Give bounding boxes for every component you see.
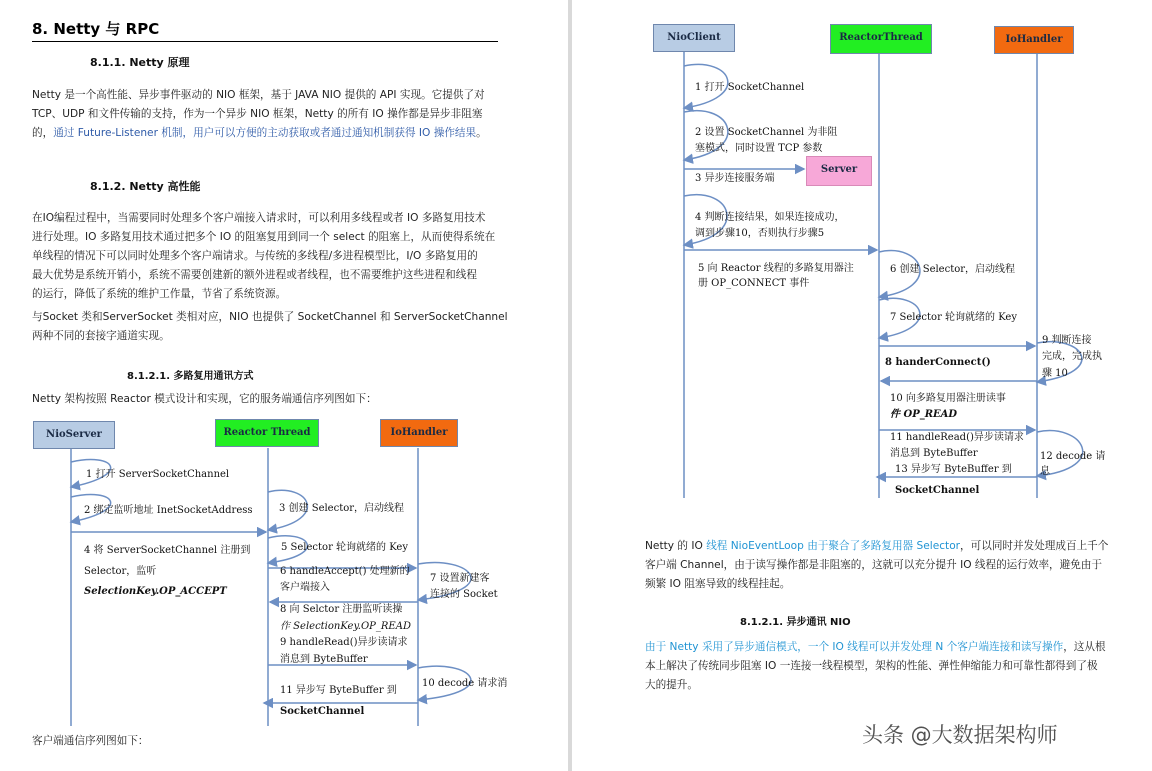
client-step-12b: 息 bbox=[1040, 466, 1050, 477]
para-2-line-4: 最大优势是系统开销小，系统不需要创建新的额外进程或者线程，也不需要维护这些进程和线程 bbox=[32, 269, 477, 281]
para-5-line-1 bbox=[645, 537, 1108, 556]
para-1-text: 的， bbox=[32, 127, 54, 139]
server-box: Server bbox=[806, 156, 872, 186]
server-step-7a: 7 设置新建客 bbox=[430, 573, 490, 584]
para-5-cont: ，可以同时并发处理成百上千个 bbox=[960, 540, 1109, 552]
server-step-2: 2 绑定监听地址 InetSocketAddress bbox=[84, 505, 253, 516]
client-step-5a: 5 向 Reactor 线程的多路复用器注 bbox=[698, 263, 854, 274]
server-step-9b: 消息到 ByteBuffer bbox=[280, 654, 368, 665]
para-3-line-2: 两种不同的套接字通道实现。 bbox=[32, 330, 170, 342]
client-step-6: 6 创建 Selector，启动线程 bbox=[890, 264, 1016, 275]
para-3-line-1: 与Socket 类和ServerSocket 类相对应，NIO 也提供了 SocketChannel 和 ServerSocketChannel bbox=[32, 311, 508, 323]
para-1-highlight: 通过 Future-Listener 机制，用户可以方便的主动获取或者通过通知机制获得 IO 操作结果 bbox=[53, 127, 477, 139]
server-step-1: 1 打开 ServerSocketChannel bbox=[86, 469, 230, 480]
nioserver-box: NioServer bbox=[33, 421, 115, 449]
para-1-line-1: Netty 是一个高性能、异步事件驱动的 NIO 框架，基于 JAVA NIO 提供的 API 实现。它提供了对 bbox=[32, 89, 485, 101]
client-step-10a: 10 向多路复用器注册读事 bbox=[890, 393, 1006, 404]
server-step-8a: 8 向 Selctor 注册监听读操 bbox=[280, 604, 403, 615]
section-8-1-2-1-async: 8.1.2.1. 异步通讯 NIO bbox=[740, 617, 851, 628]
para-6-line-1 bbox=[645, 638, 1106, 657]
reactor-thread-box: Reactor Thread bbox=[215, 419, 319, 447]
para-2-line-3: 单线程的情况下可以同时处理多个客户端请求。与传统的多线程/多进程模型比，I/O 多路复用的 bbox=[32, 250, 478, 262]
para-6-line-2: 本上解决了传统同步阻塞 IO 一连接一线程模型，架构的性能、弹性伸缩能力和可靠性都得到了极 bbox=[645, 660, 1098, 672]
client-step-9c: 骤 10 bbox=[1042, 368, 1068, 379]
client-step-8: 8 handerConnect() bbox=[885, 357, 991, 368]
client-step-7: 7 Selector 轮询就绪的 Key bbox=[890, 312, 1017, 323]
client-step-10b: 件 OP_READ bbox=[890, 409, 958, 420]
right-page bbox=[572, 0, 1152, 771]
client-step-9a: 9 判断连接 bbox=[1042, 335, 1092, 346]
client-step-11a: 11 handleRead()异步读请求 bbox=[890, 432, 1024, 443]
nioclient-box: NioClient bbox=[653, 24, 735, 52]
client-step-13: 13 异步写 ByteBuffer 到 bbox=[895, 464, 1012, 475]
para-1-end: 。 bbox=[476, 127, 487, 139]
server-step-4a: 4 将 ServerSocketChannel 注册到 bbox=[84, 545, 251, 556]
para-5-line-3: 频繁 IO 阻塞导致的线程挂起。 bbox=[645, 578, 791, 590]
client-iohandler-box: IoHandler bbox=[994, 26, 1074, 54]
para-5-line-2: 客户端 Channel，由于读写操作都是非阻塞的，这就可以充分提升 IO 线程的运行效率，避免由于 bbox=[645, 559, 1103, 571]
section-8-1-1: 8.1.1. Netty 原理 bbox=[90, 56, 190, 69]
server-step-7b: 连接的 Socket bbox=[430, 589, 498, 600]
para-6-highlight: 由于 Netty 采用了异步通信模式，一个 IO 线程可以并发处理 N 个客户端连接和读写操作 bbox=[645, 641, 1064, 653]
client-step-2a: 2 设置 SocketChannel 为非阻 bbox=[695, 127, 838, 138]
client-step-12a: 12 decode 请 bbox=[1040, 451, 1106, 462]
para-2-line-1: 在IO编程过程中，当需要同时处理多个客户端接入请求时，可以利用多线程或者 IO 多路复用技术 bbox=[32, 212, 486, 224]
client-reactor-thread-box: ReactorThread bbox=[830, 24, 932, 54]
para-6-cont: ，这从根 bbox=[1063, 641, 1106, 653]
server-step-11: 11 异步写 ByteBuffer 到 bbox=[280, 685, 397, 696]
server-step-4b: Selector，监听 bbox=[84, 566, 157, 577]
para-5-highlight: 线程 NioEventLoop 由于聚合了多路复用器 Selector bbox=[706, 540, 961, 552]
para-4: Netty 架构按照 Reactor 模式设计和实现，它的服务端通信序列图如下： bbox=[32, 393, 377, 405]
server-step-9a: 9 handleRead()异步读请求 bbox=[280, 637, 408, 648]
server-step-11b: SocketChannel bbox=[280, 706, 365, 717]
client-diagram-caption: 客户端通信序列图如下： bbox=[32, 735, 149, 747]
client-step-11b: 消息到 ByteBuffer bbox=[890, 448, 978, 459]
client-step-5b: 册 OP_CONNECT 事件 bbox=[698, 278, 810, 289]
iohandler-box: IoHandler bbox=[380, 419, 458, 447]
para-1-line-2: TCP、UDP 和文件传输的支持，作为一个异步 NIO 框架，Netty 的所有 IO 操作都是异步非阻塞 bbox=[32, 108, 483, 120]
server-step-6b: 客户端接入 bbox=[280, 582, 330, 593]
left-page bbox=[0, 0, 568, 771]
client-step-2b: 塞模式，同时设置 TCP 参数 bbox=[695, 143, 823, 154]
client-step-3: 3 异步连接服务端 bbox=[695, 173, 775, 184]
server-step-8b: 作 SelectionKey.OP_READ bbox=[280, 621, 411, 632]
client-step-9b: 完成，完成执 bbox=[1042, 351, 1102, 362]
para-2-line-5: 的运行，降低了系统的维护工作量，节省了系统资源。 bbox=[32, 288, 287, 300]
server-step-4c: SelectionKey.OP_ACCEPT bbox=[84, 586, 227, 597]
chapter-heading: 8. Netty 与 RPC bbox=[32, 20, 160, 38]
server-step-6a: 6 handleAccept() 处理新的 bbox=[280, 566, 410, 577]
server-step-3: 3 创建 Selector，启动线程 bbox=[279, 503, 405, 514]
client-step-1: 1 打开 SocketChannel bbox=[695, 82, 805, 93]
client-step-4b: 调到步骤10，否则执行步骤5 bbox=[695, 228, 825, 239]
watermark: 头条 @大数据架构师 bbox=[862, 723, 1058, 747]
server-step-10: 10 decode 请求消 bbox=[422, 678, 508, 689]
server-step-5: 5 Selector 轮询就绪的 Key bbox=[281, 542, 408, 553]
para-6-line-3: 大的提升。 bbox=[645, 679, 698, 691]
section-8-1-2-1: 8.1.2.1. 多路复用通讯方式 bbox=[127, 371, 254, 382]
para-2-line-2: 进行处理。IO 多路复用技术通过把多个 IO 的阻塞复用到同一个 select 的阻塞上，从而使得系统在 bbox=[32, 231, 496, 243]
client-step-4a: 4 判断连接结果，如果连接成功， bbox=[695, 212, 845, 223]
section-8-1-2: 8.1.2. Netty 高性能 bbox=[90, 180, 201, 193]
client-step-13b: SocketChannel bbox=[895, 485, 980, 496]
para-5-text: Netty 的 IO bbox=[645, 540, 707, 552]
